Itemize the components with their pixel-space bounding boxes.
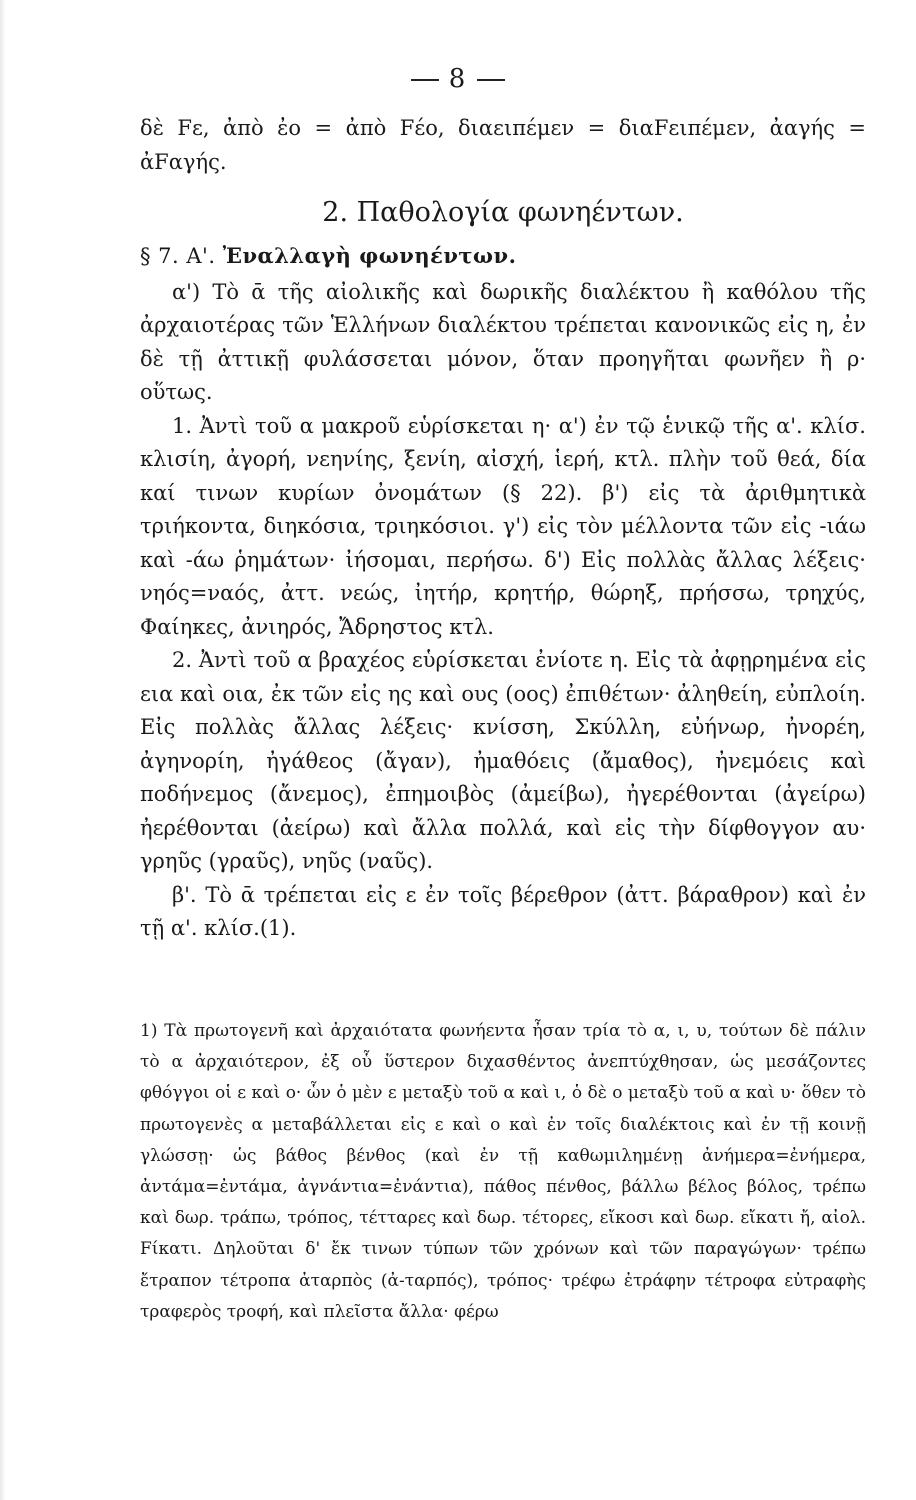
subsection-heading: Ἐναλλαγὴ φωνηέντων. bbox=[222, 243, 517, 268]
page-number bbox=[0, 64, 916, 94]
page-edge-shadow bbox=[0, 0, 6, 1500]
paragraph-beta: β'. Τὸ ᾱ τρέπεται εἰς ε ἐν τοῖς βέρεθρον (ἀττ. βάραθρον) καὶ ἐν τῇ α'. κλίσ.(1). bbox=[140, 882, 866, 940]
paragraph-2: 2. Ἀντὶ τοῦ α βραχέος εὑρίσκεται ἐνίοτε η. Εἰς τὰ ἀφῃρημένα εἰς εια καὶ οια, ἐκ τῶν εἰς ης καὶ ους (οος) ἐπιθέτων· ἀληθείη, εὐπλοίη. Εἰς πολλὰς ἄλλας λέξεις· κνίσση, Σκύλλη, εὐήνωρ, ἠνορέη, ἀγηνορίη, ἠγάθεος (ἄγαν), ἠμαθόεις (ἄμαθος), ἠνεμόεις καὶ ποδήνεμος (ἄνεμος), ἐπημοιβὸς (ἀμείβω), ἠγερέθονται (ἀγείρω) ἠερέθονται (ἀείρω) καὶ ἄλλα πολλά, καὶ εἰς τὴν δίφθογγον αυ· γρηῦς (γραῦς), νηῦς (ναῦς). bbox=[140, 648, 866, 873]
footnote-1: 1) Τὰ πρωτογενῆ καὶ ἀρχαιότατα φωνήεντα ἦσαν τρία τὸ α, ι, υ, τούτων δὲ πάλιν τὸ α ἀρχαιότερον, ἐξ οὗ ὕστερον διχασθέντος ἀνεπτύχθησαν, ὡς μεσάζοντες φθόγγοι οἱ ε καὶ ο· ὧν ὁ μὲν ε μεταξὺ τοῦ α καὶ ι, ὁ δὲ ο μεταξὺ τοῦ α καὶ υ· ὅθεν τὸ πρωτογενὲς α μεταβάλλεται εἰς ε καὶ ο καὶ ἐν τοῖς διαλέκτοις καὶ ἐν τῇ κοινῇ γλώσσῃ· ὡς βάθος βένθος (καὶ ἐν τῇ καθωμιλημένῃ ἀνήμερα=ἐνήμερα, ἀντάμα=ἐντάμα, ἀγνάντια=ἐνάντια), πάθος πένθος, βάλλω βέλος βόλος, τρέπω καὶ δωρ. τράπω, τρόπος, τέτταρες καὶ δωρ. τέτορες, εἴκοσι καὶ δωρ. εἴκατι ἤ, αἰολ. Fίκατι. Δηλοῦται δ' ἔκ τινων τύπων τῶν χρόνων καὶ τῶν παραγώγων· τρέπω ἔτραπον τέτροπα ἀταρπὸς (ἀ-ταρπός), τρόπος· τρέφω ἐτράφην τέτροφα εὐτραφὴς τραφερὸς τροφή, καὶ πλεῖστα ἄλλα· φέρω bbox=[140, 1021, 866, 1322]
footnotes bbox=[140, 1016, 866, 1328]
subsection-header bbox=[140, 239, 866, 274]
page-number-value: 8 bbox=[448, 64, 468, 94]
dash-left bbox=[411, 79, 439, 81]
subsection-number: § 7. Α'. bbox=[140, 244, 216, 268]
dash-right bbox=[477, 79, 505, 81]
section-title: 2. Παθολογία φωνηέντων. bbox=[322, 197, 684, 228]
paragraph-1: 1. Ἀντὶ τοῦ α μακροῦ εὑρίσκεται η· α') ἐν τῷ ἑνικῷ τῆς α'. κλίσ. κλισίη, ἀγορή, νεηνίης, ξενίη, αἰσχή, ἱερή, κτλ. πλὴν τοῦ θεά, δία καί τινων κυρίων ὀνομάτων (§ 22). β') εἰς τὰ ἀριθμητικὰ τριήκοντα, διηκόσια, τριηκόσιοι. γ') εἰς τὸν μέλλοντα τῶν εἰς -ιάω καὶ -άω ῥημάτων· ἰήσομαι, περήσω. δ') Εἰς πολλὰς ἄλλας λέξεις· νηός=ναός, ἀττ. νεώς, ἰητήρ, κρητήρ, θώρηξ, πρήσσω, τρηχύς, Φαίηκες, ἀνιηρός, Ἄδρηστος κτλ. bbox=[140, 413, 866, 639]
continuation-line: δὲ Fε, ἀπὸ ἐο = ἀπὸ Fέο, διαειπέμεν = διαFειπέμεν, ἀαγής = ἀFαγής. bbox=[140, 116, 866, 174]
main-text bbox=[140, 112, 866, 946]
paragraph-alpha: α') Τὸ ᾱ τῆς αἰολικῆς καὶ δωρικῆς διαλέκτου ἢ καθόλου τῆς ἀρχαιοτέρας τῶν Ἑλλήνων διαλέκτου τρέπεται κανονικῶς εἰς η, ἐν δὲ τῇ ἀττικῇ φυλάσσεται μόνον, ὅταν προηγῆται φωνῆεν ἢ ρ· οὕτως. bbox=[140, 279, 866, 404]
